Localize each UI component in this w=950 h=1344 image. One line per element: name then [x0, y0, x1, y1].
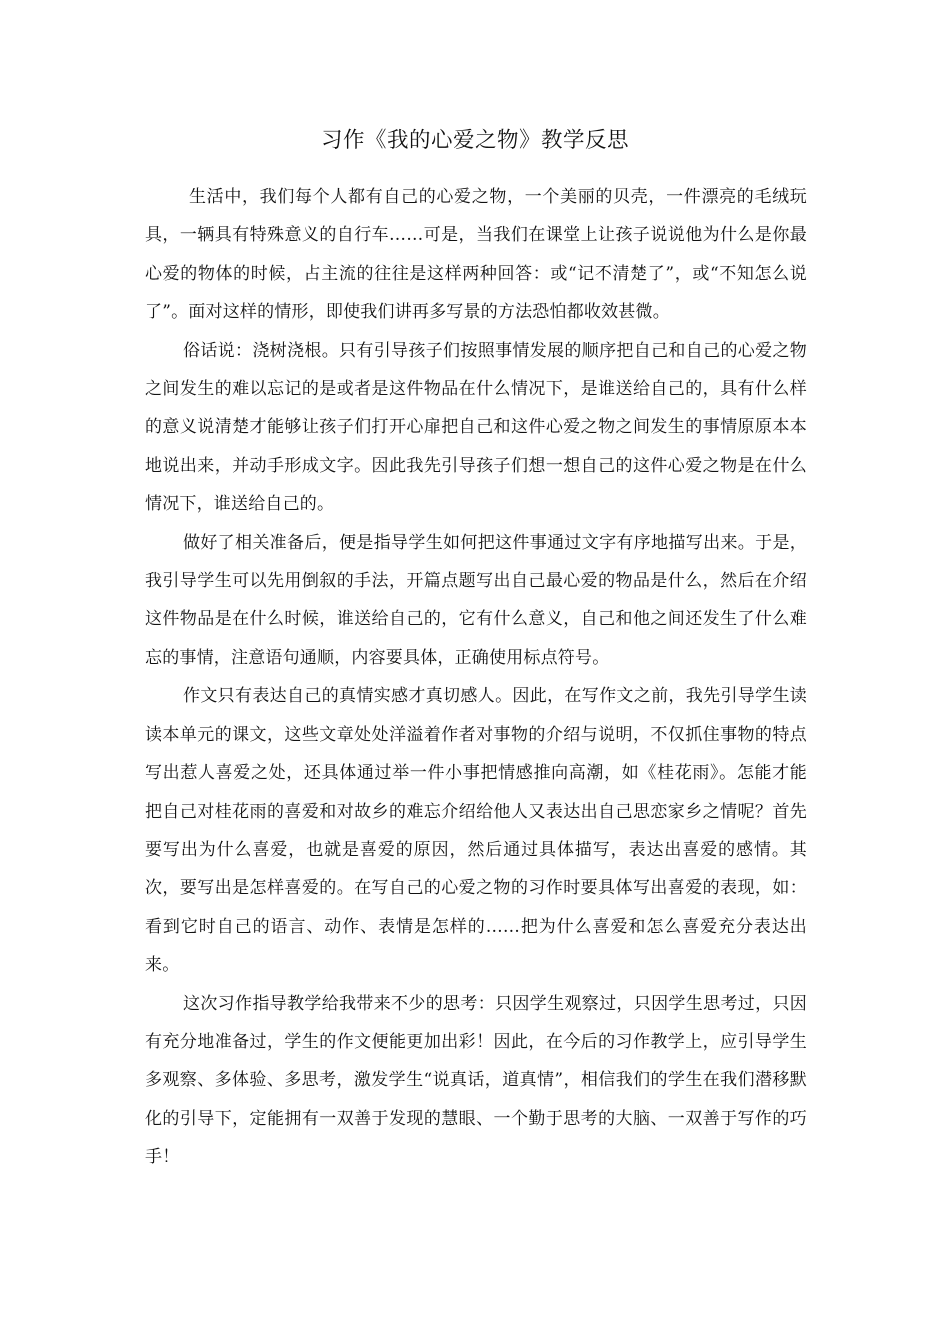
document-title: 习作《我的心爱之物》教学反思: [320, 128, 629, 153]
paragraph-5: 这次习作指导教学给我带来不少的思考：只因学生观察过，只因学生思考过，只因有充分地准备过，学生的作文便能更加出彩！因此，在今后的习作教学上，应引导学生多观察、多体验、多思考，激发学生“说真话，道真情”，相信我们的学生在我们潜移默化的引导下，定能拥有一双善于发现的慧眼、一个勤于思考的大脑、一双善于写作的巧手！: [145, 993, 807, 1168]
paragraph-2: 俗话说：浇树浇根。只有引导孩子们按照事情发展的顺序把自己和自己的心爱之物之间发生的难以忘记的是或者是这件物品在什么情况下，是谁送给自己的，具有什么样的意义说清楚才能够让孩子们打开心扉把自己和这件心爱之物之间发生的事情原原本本地说出来，并动手形成文字。因此我先引导孩子们想一想自己的这件心爱之物是在什么情况下，谁送给自己的。: [145, 340, 807, 515]
paragraph-1: 生活中，我们每个人都有自己的心爱之物，一个美丽的贝壳，一件漂亮的毛绒玩具，一辆具有特殊意义的自行车……可是，当我们在课堂上让孩子说说他为什么是你最心爱的物体的时候，占主流的往往是这样两种回答：或“记不清楚了”，或“不知怎么说了”。面对这样的情形，即使我们讲再多写景的方法恐怕都收效甚微。: [145, 187, 807, 323]
paragraph-3: 做好了相关准备后，便是指导学生如何把这件事通过文字有序地描写出来。于是，我引导学生可以先用倒叙的手法，开篇点题写出自己最心爱的物品是什么，然后在介绍这件物品是在什么时候，谁送给自己的，它有什么意义，自己和他之间还发生了什么难忘的事情，注意语句通顺，内容要具体，正确使用标点符号。: [145, 532, 807, 668]
paragraph-4: 作文只有表达自己的真情实感才真切感人。因此，在写作文之前，我先引导学生读读本单元的课文，这些文章处处洋溢着作者对事物的介绍与说明，不仅抓住事物的特点写出惹人喜爱之处，还具体通过举一件小事把情感推向高潮，如《桂花雨》。怎能才能把自己对桂花雨的喜爱和对故乡的难忘介绍给他人又表达出自己思恋家乡之情呢？首先要写出为什么喜爱，也就是喜爱的原因，然后通过具体描写，表达出喜爱的感情。其次，要写出是怎样喜爱的。在写自己的心爱之物的习作时要具体写出喜爱的表现，如：看到它时自己的语言、动作、表情是怎样的……把为什么喜爱和怎么喜爱充分表达出来。: [145, 686, 807, 976]
document-body: [145, 178, 807, 1177]
